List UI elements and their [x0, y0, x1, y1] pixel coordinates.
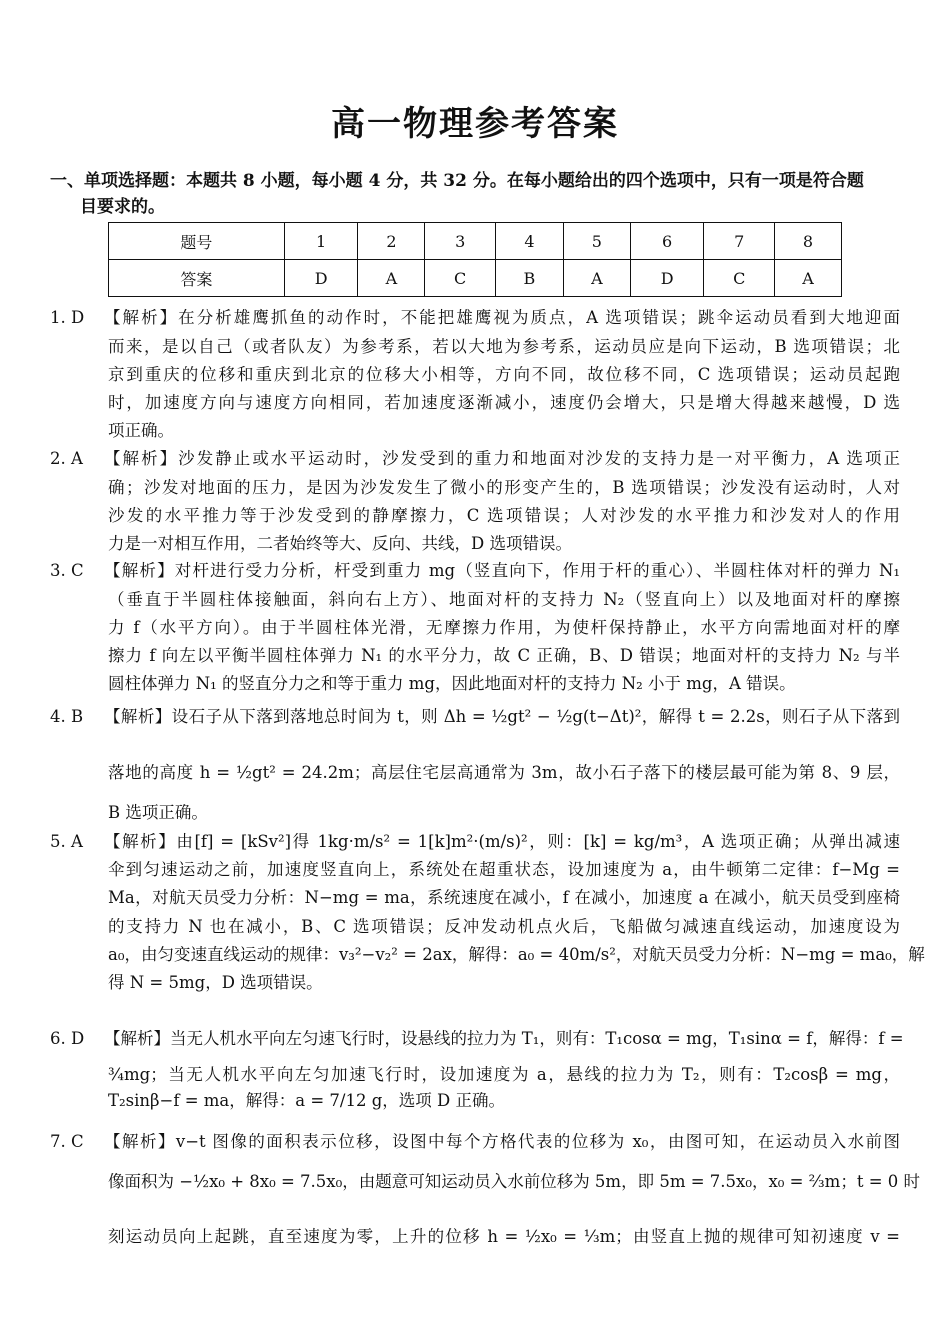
explanation-line: 伞到匀速运动之前，加速度竖直向上，系统处在超重状态，设加速度为 a，由牛顿第二定律：f−Mg =	[108, 860, 900, 879]
explanation-line: Ma，对航天员受力分析：N−mg = ma，系统速度在减小，f 在减小，加速度 a 在减小，航天员受到座椅	[108, 888, 900, 907]
explanation-line: 落地的高度 h = ½gt² = 24.2m；高层住宅层高通常为 3m，故小石子落下的楼层最可能为第 8、9 层，	[108, 763, 900, 782]
table-cell: 7	[704, 223, 775, 260]
table-cell: 3	[425, 223, 496, 260]
explanation-line: 时，加速度方向与速度方向相同，若加速度逐渐减小，速度仍会增大，只是增大得越来越慢，D 选	[108, 393, 900, 412]
item-label: 1. D	[50, 308, 85, 327]
explanation-line: a₀，由匀变速直线运动的规律：v₃²−v₂² = 2ax，解得：a₀ = 40m/s²，对航天员受力分析：N−mg = ma₀，解	[108, 945, 925, 964]
answer-table	[108, 222, 842, 297]
explanation-line: ¾mg；当无人机水平向左匀加速飞行时，设加速度为 a，悬线的拉力为 T₂，则有：T₂cosβ = mg，	[108, 1065, 900, 1084]
item-label: 7. C	[50, 1132, 84, 1151]
table-cell: 8	[775, 223, 842, 260]
explanation-line: 刻运动员向上起跳，直至速度为零，上升的位移 h = ½x₀ = ⅓m；由竖直上抛的规律可知初速度 v =	[108, 1227, 900, 1246]
explanation-line: B 选项正确。	[108, 803, 208, 822]
section-heading-cont: 目要求的。	[80, 197, 165, 217]
explanation-line: 的支持力 N 也在减小，B、C 选项错误；反冲发动机点火后，飞船做匀减速直线运动，加速度设为	[108, 917, 900, 936]
table-cell: D	[630, 260, 704, 297]
explanation-line: 【解析】在分析雄鹰抓鱼的动作时，不能把雄鹰视为质点，A 选项错误；跳伞运动员看到大地迎面	[104, 308, 900, 327]
explanation-line: 沙发的水平推力等于沙发受到的静摩擦力，C 选项错误；人对沙发的水平推力和沙发对人的作用	[108, 506, 900, 525]
table-cell: 6	[630, 223, 704, 260]
table-cell: D	[284, 260, 358, 297]
item-label: 2. A	[50, 449, 83, 468]
table-cell: A	[358, 260, 425, 297]
explanation-line: 【解析】当无人机水平向左匀速飞行时，设悬线的拉力为 T₁，则有：T₁cosα = mg，T₁sinα = f，解得：f =	[104, 1029, 904, 1048]
item-label: 5. A	[50, 832, 83, 851]
explanation-line: 力 f（水平方向）。由于半圆柱体光滑，无摩擦力作用，为使杆保持静止，水平方向需地面对杆的摩	[108, 618, 900, 637]
explanation-line: 【解析】对杆进行受力分析，杆受到重力 mg（竖直向下，作用于杆的重心）、半圆柱体对杆的弹力 N₁	[104, 561, 900, 580]
explanation-line: 像面积为 −½x₀ + 8x₀ = 7.5x₀，由题意可知运动员入水前位移为 5m，即 5m = 7.5x₀，x₀ = ⅔m；t = 0 时	[108, 1172, 921, 1191]
item-label: 3. C	[50, 561, 84, 580]
explanation-line: 【解析】由[f] = [kSv²]得 1kg·m/s² = 1[k]m²·(m/s)²，则：[k] = kg/m³，A 选项正确；从弹出减速	[104, 832, 900, 851]
explanation-line: 确；沙发对地面的压力，是因为沙发发生了微小的形变产生的，B 选项错误；沙发没有运动时，人对	[108, 478, 900, 497]
explanation-line: 【解析】v−t 图像的面积表示位移，设图中每个方格代表的位移为 x₀，由图可知，在运动员入水前图	[104, 1132, 900, 1151]
explanation-line: （垂直于半圆柱体接触面，斜向右上方）、地面对杆的支持力 N₂（竖直向上）以及地面对杆的摩擦	[108, 590, 900, 609]
explanation-line: 而来，是以自己（或者队友）为参考系，若以大地为参考系，运动员应是向下运动，B 选项错误；北	[108, 337, 900, 356]
item-label: 4. B	[50, 707, 84, 726]
explanation-line: 【解析】沙发静止或水平运动时，沙发受到的重力和地面对沙发的支持力是一对平衡力，A 选项正	[104, 449, 900, 468]
table-cell: C	[704, 260, 775, 297]
explanation-line: T₂sinβ−f = ma，解得：a = 7/12 g，选项 D 正确。	[108, 1091, 505, 1110]
table-row	[109, 260, 842, 297]
table-cell: 5	[563, 223, 630, 260]
explanation-line: 力是一对相互作用，二者始终等大、反向、共线，D 选项错误。	[108, 534, 572, 553]
table-cell: 2	[358, 223, 425, 260]
table-cell: B	[495, 260, 563, 297]
page-title: 高一物理参考答案	[331, 104, 619, 144]
explanation-line: 【解析】设石子从下落到落地总时间为 t，则 Δh = ½gt² − ½g(t−Δt)²，解得 t = 2.2s，则石子从下落到	[104, 707, 900, 726]
row-header: 题号	[109, 223, 285, 260]
explanation-line: 圆柱体弹力 N₁ 的竖直分力之和等于重力 mg，因此地面对杆的支持力 N₂ 小于 mg，A 错误。	[108, 674, 796, 693]
explanation-line: 擦力 f 向左以平衡半圆柱体弹力 N₁ 的水平分力，故 C 正确，B、D 错误；地面对杆的支持力 N₂ 与半	[108, 646, 900, 665]
explanation-line: 得 N = 5mg，D 选项错误。	[108, 973, 323, 992]
section-heading: 一、单项选择题：本题共 8 小题，每小题 4 分，共 32 分。在每小题给出的四个选项中，只有一项是符合题	[50, 171, 864, 191]
table-cell: C	[425, 260, 496, 297]
table-cell: A	[775, 260, 842, 297]
table-cell: 1	[284, 223, 358, 260]
table-cell: A	[563, 260, 630, 297]
row-header: 答案	[109, 260, 285, 297]
table-cell: 4	[495, 223, 563, 260]
explanation-line: 京到重庆的位移和重庆到北京的位移大小相等，方向不同，故位移不同，C 选项错误；运动员起跑	[108, 365, 900, 384]
table-row	[109, 223, 842, 260]
item-label: 6. D	[50, 1029, 85, 1048]
explanation-line: 项正确。	[108, 421, 174, 440]
